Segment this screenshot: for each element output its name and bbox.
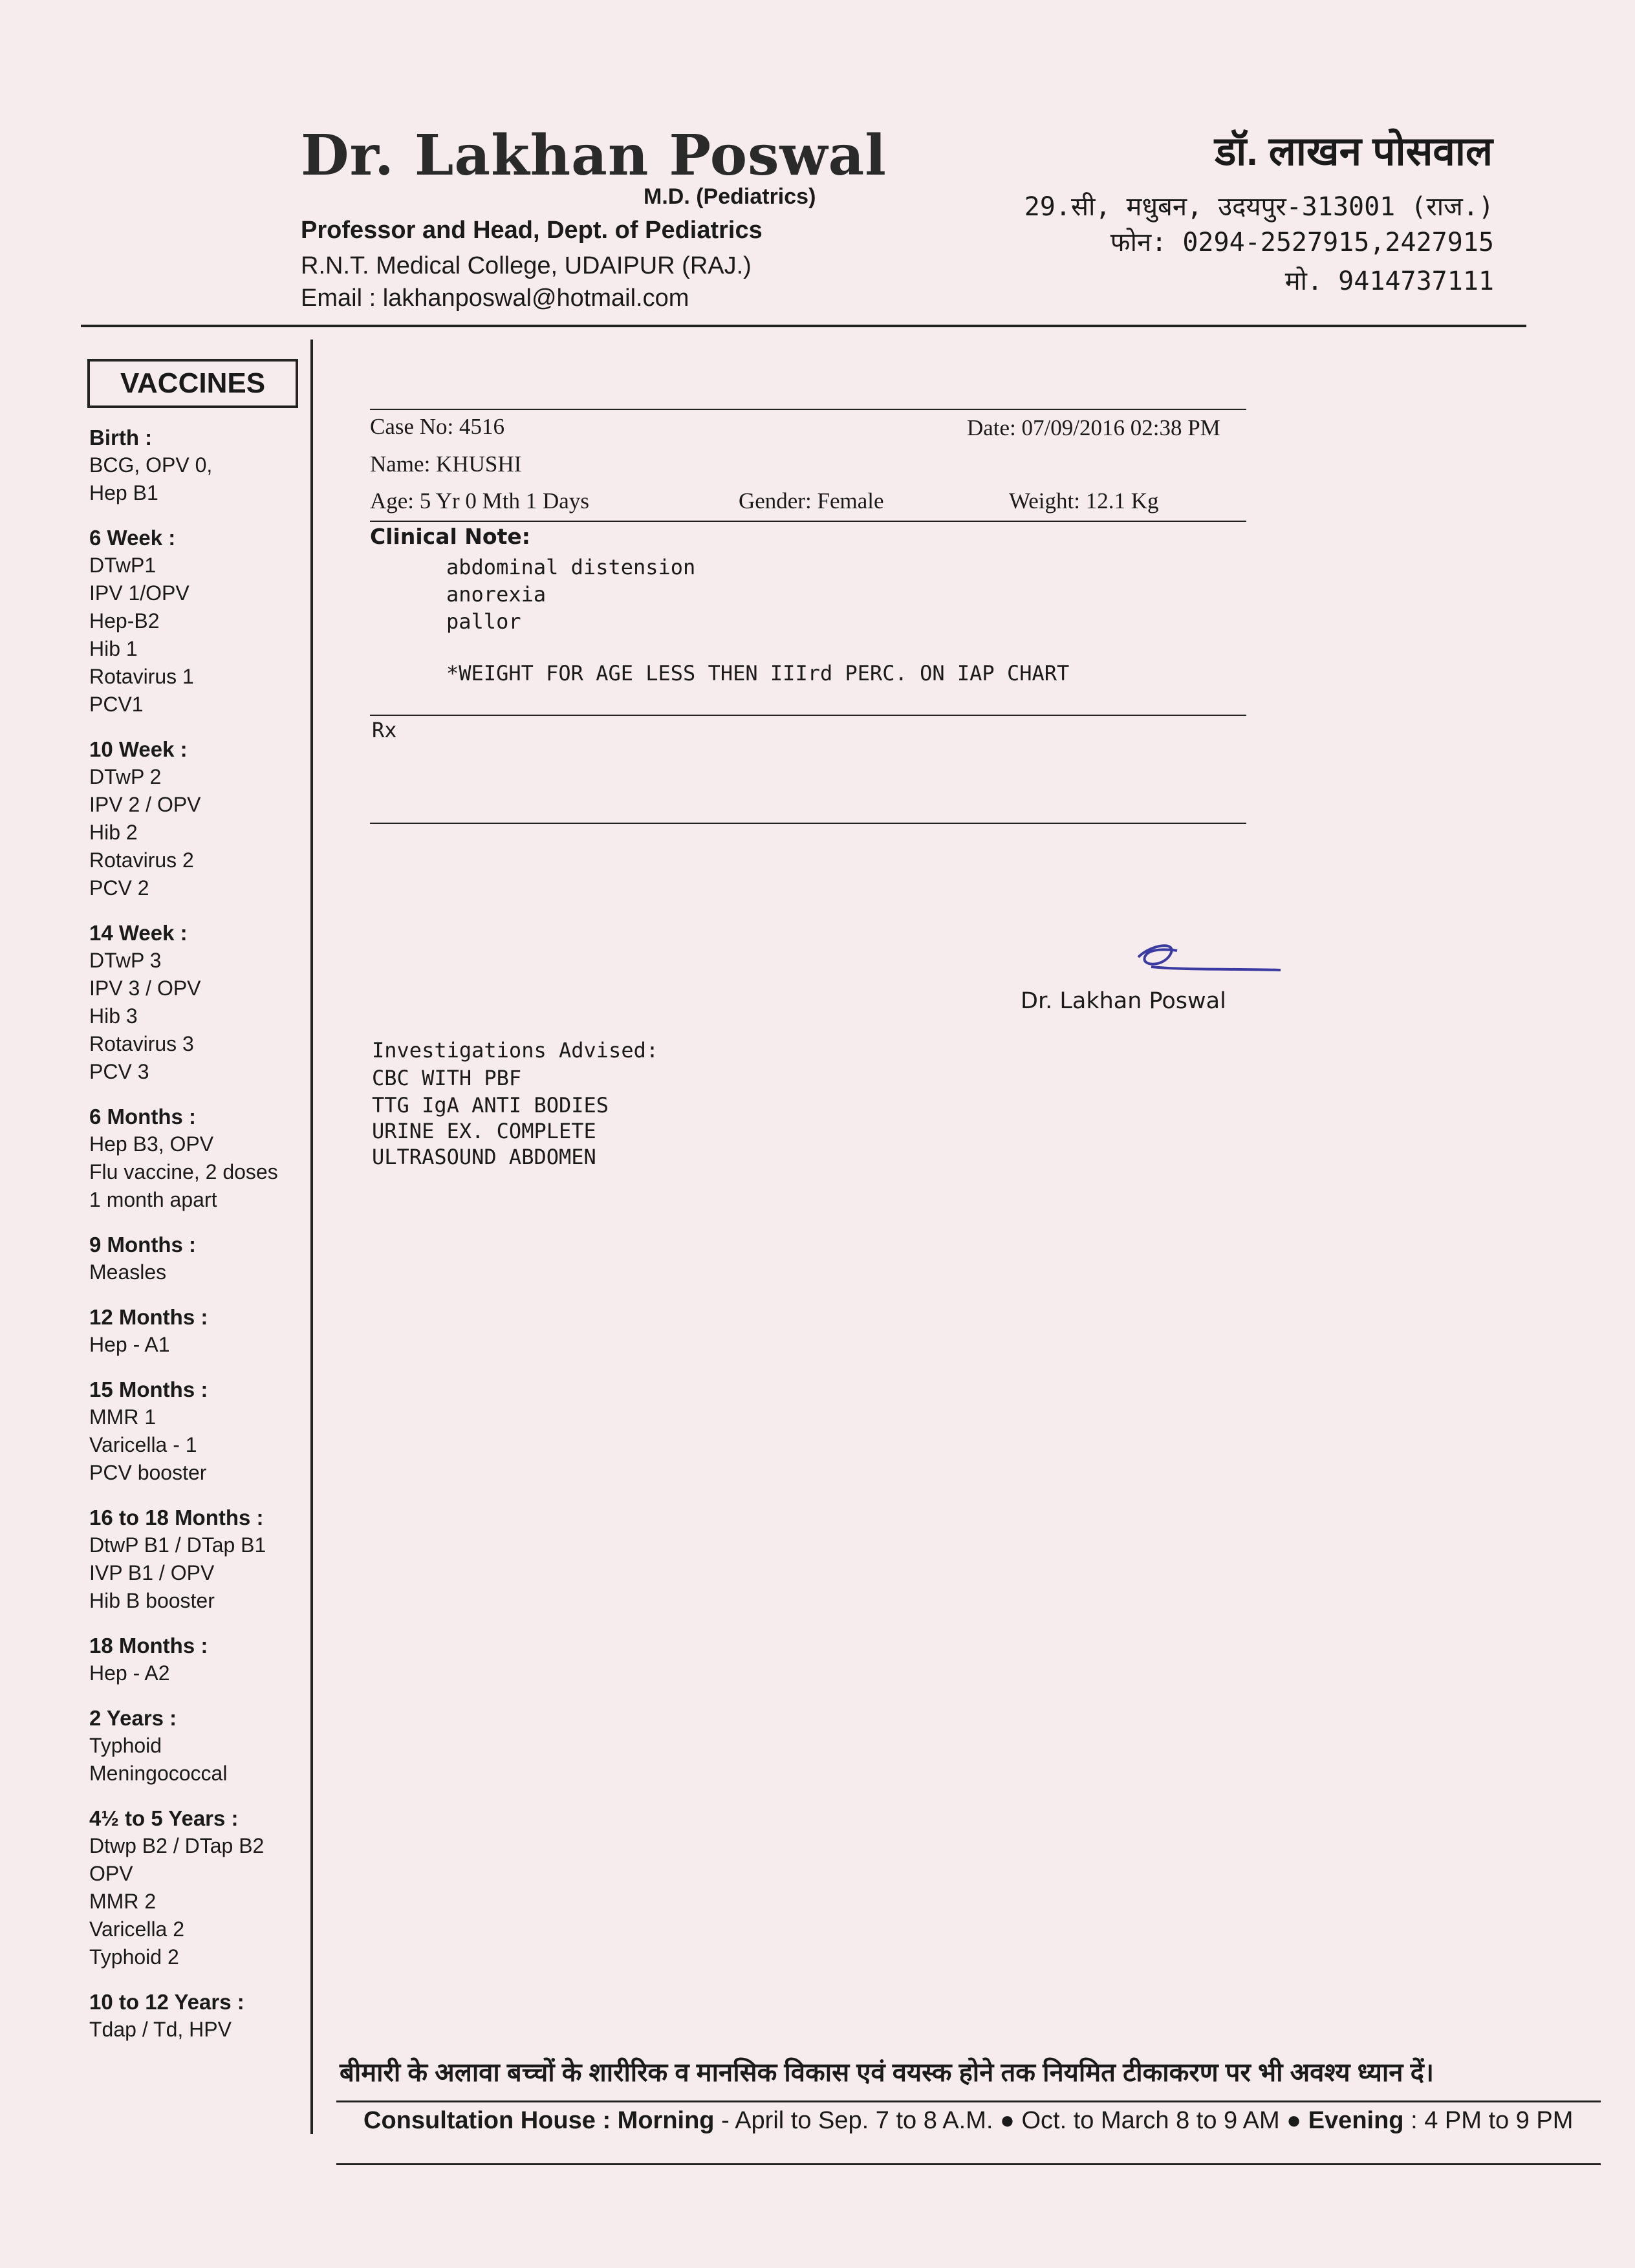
hindi-mobile: मो. 9414737111 bbox=[1284, 266, 1494, 296]
vaccine-item: Typhoid 2 bbox=[89, 1945, 179, 1969]
signature-name: Dr. Lakhan Poswal bbox=[1021, 988, 1226, 1014]
vaccine-group-heading: 14 Week : bbox=[89, 921, 188, 945]
signature-scribble bbox=[1125, 931, 1287, 989]
vaccine-item: IVP B1 / OPV bbox=[89, 1561, 215, 1584]
consultation-label: Consultation House : bbox=[363, 2107, 611, 2134]
vaccine-item: 1 month apart bbox=[89, 1188, 217, 1211]
vaccine-group-heading: 6 Week : bbox=[89, 526, 176, 550]
vaccine-item: Hib 3 bbox=[89, 1004, 138, 1028]
hindi-phone: फोन: 0294-2527915,2427915 bbox=[1110, 228, 1494, 257]
left-column-rule bbox=[310, 340, 313, 2134]
vaccines-title: VACCINES bbox=[87, 359, 298, 408]
vaccine-group bbox=[89, 1231, 303, 1286]
vaccine-group-heading: 4½ to 5 Years : bbox=[89, 1806, 239, 1830]
vaccine-item: PCV booster bbox=[89, 1461, 207, 1484]
vaccine-item: IPV 1/OPV bbox=[89, 581, 189, 605]
doctor-degree: M.D. (Pediatrics) bbox=[644, 184, 816, 209]
vaccine-schedule bbox=[89, 424, 303, 2060]
vaccine-item: Rotavirus 3 bbox=[89, 1032, 194, 1055]
vaccine-item: IPV 2 / OPV bbox=[89, 793, 201, 816]
patient-top-rule bbox=[370, 409, 1246, 410]
morning-hours: - April to Sep. 7 to 8 A.M. ● Oct. to March 8 to 9 AM ● bbox=[714, 2107, 1308, 2134]
vaccine-item: DTwP 3 bbox=[89, 949, 162, 972]
header-rule bbox=[81, 325, 1526, 327]
vaccine-group-heading: 2 Years : bbox=[89, 1706, 177, 1730]
vaccine-item: MMR 1 bbox=[89, 1405, 157, 1429]
morning-label: Morning bbox=[617, 2107, 715, 2134]
patient-weight: Weight: 12.1 Kg bbox=[1009, 488, 1159, 513]
vaccine-group bbox=[89, 1804, 303, 1971]
vaccine-item: Varicella - 1 bbox=[89, 1433, 197, 1456]
vaccine-item: Rotavirus 1 bbox=[89, 665, 194, 688]
hindi-address: 29.सी, मधुबन, उदयपुर-313001 (राज.) bbox=[1024, 192, 1494, 222]
footer-hindi-note: बीमारी के अलावा बच्चों के शारीरिक व मानसिक विकास एवं वयस्क होने तक नियमित टीकाकरण पर भी अवश्य ध्यान दें। bbox=[340, 2058, 1434, 2087]
patient-gender: Gender: Female bbox=[739, 488, 884, 513]
vaccine-group-heading: 9 Months : bbox=[89, 1233, 196, 1257]
hindi-doctor-name: डॉ. लाखन पोसवाल bbox=[1215, 129, 1493, 174]
investigations-label: Investigations Advised: bbox=[372, 1038, 659, 1063]
consultation-hours bbox=[363, 2107, 1573, 2135]
vaccine-item: Flu vaccine, 2 doses bbox=[89, 1160, 278, 1183]
investigation-item: URINE EX. COMPLETE bbox=[372, 1119, 596, 1143]
vaccine-item: Hep - A1 bbox=[89, 1333, 170, 1356]
vaccine-group-heading: 18 Months : bbox=[89, 1634, 208, 1658]
vaccine-group bbox=[89, 735, 303, 902]
investigation-item: CBC WITH PBF bbox=[372, 1066, 522, 1090]
investigation-item: ULTRASOUND ABDOMEN bbox=[372, 1145, 596, 1169]
vaccine-item: Hib 1 bbox=[89, 637, 138, 660]
rx-bottom-rule bbox=[370, 823, 1246, 824]
vaccine-item: DtwP B1 / DTap B1 bbox=[89, 1533, 266, 1557]
vaccine-item: Hep B1 bbox=[89, 481, 158, 504]
vaccine-item: PCV1 bbox=[89, 693, 144, 716]
clinical-note-item: pallor bbox=[446, 609, 521, 634]
investigation-item: TTG IgA ANTI BODIES bbox=[372, 1093, 609, 1118]
vaccine-item: Measles bbox=[89, 1260, 167, 1284]
vaccine-group bbox=[89, 919, 303, 1086]
vaccine-item: Tdap / Td, HPV bbox=[89, 2018, 232, 2041]
rx-label: Rx bbox=[372, 718, 397, 742]
vaccine-group-heading: 6 Months : bbox=[89, 1105, 196, 1129]
rx-top-rule bbox=[370, 715, 1246, 716]
vaccine-group bbox=[89, 1704, 303, 1787]
vaccine-item: DTwP 2 bbox=[89, 765, 162, 788]
vaccine-item: Rotavirus 2 bbox=[89, 848, 194, 872]
clinical-note-item: abdominal distension bbox=[446, 555, 696, 579]
vaccine-item: Hep-B2 bbox=[89, 609, 160, 632]
vaccine-item: Meningococcal bbox=[89, 1762, 228, 1785]
evening-label: Evening bbox=[1308, 2107, 1404, 2134]
evening-hours: : 4 PM to 9 PM bbox=[1403, 2107, 1574, 2134]
clinical-note-item: anorexia bbox=[446, 582, 547, 607]
vaccine-group bbox=[89, 1632, 303, 1687]
vaccine-group-heading: 10 Week : bbox=[89, 737, 188, 761]
patient-name: Name: KHUSHI bbox=[370, 451, 522, 477]
vaccine-group-heading: 15 Months : bbox=[89, 1377, 208, 1401]
visit-date: Date: 07/09/2016 02:38 PM bbox=[967, 415, 1220, 440]
vaccine-group bbox=[89, 424, 303, 507]
vaccine-group bbox=[89, 1504, 303, 1615]
patient-age: Age: 5 Yr 0 Mth 1 Days bbox=[370, 488, 589, 513]
vaccine-item: Hep B3, OPV bbox=[89, 1132, 214, 1156]
vaccine-item: Hep - A2 bbox=[89, 1661, 170, 1685]
vaccine-item: Hib B booster bbox=[89, 1589, 215, 1612]
vaccine-group bbox=[89, 524, 303, 718]
vaccine-group-heading: 16 to 18 Months : bbox=[89, 1506, 264, 1529]
vaccine-group bbox=[89, 1376, 303, 1487]
vaccine-item: Dtwp B2 / DTap B2 bbox=[89, 1834, 265, 1857]
doctor-name: Dr. Lakhan Poswal bbox=[301, 123, 887, 188]
vaccine-item: DTwP1 bbox=[89, 554, 157, 577]
vaccine-item: IPV 3 / OPV bbox=[89, 977, 201, 1000]
patient-bottom-rule bbox=[370, 521, 1246, 522]
vaccine-group bbox=[89, 1303, 303, 1359]
vaccine-group-heading: 12 Months : bbox=[89, 1305, 208, 1329]
vaccine-item: Varicella 2 bbox=[89, 1917, 185, 1941]
footer-bottom-rule bbox=[336, 2163, 1601, 2165]
vaccine-item: Typhoid bbox=[89, 1734, 162, 1757]
vaccine-group-heading: 10 to 12 Years : bbox=[89, 1990, 244, 2014]
college-name: R.N.T. Medical College, UDAIPUR (RAJ.) bbox=[301, 252, 752, 279]
clinical-remark: *WEIGHT FOR AGE LESS THEN IIIrd PERC. ON IAP CHART bbox=[446, 661, 1070, 686]
doctor-email: Email : lakhanposwal@hotmail.com bbox=[301, 285, 689, 312]
vaccine-item: OPV bbox=[89, 1862, 133, 1885]
vaccine-group-heading: Birth : bbox=[89, 426, 153, 449]
vaccine-item: Hib 2 bbox=[89, 821, 138, 844]
vaccine-item: BCG, OPV 0, bbox=[89, 453, 213, 477]
doctor-designation: Professor and Head, Dept. of Pediatrics bbox=[301, 217, 763, 244]
vaccine-item: PCV 3 bbox=[89, 1060, 149, 1083]
clinical-note-label: Clinical Note: bbox=[370, 524, 530, 549]
vaccine-item: MMR 2 bbox=[89, 1890, 157, 1913]
case-number: Case No: 4516 bbox=[370, 414, 505, 439]
vaccine-group bbox=[89, 1103, 303, 1214]
footer-top-rule bbox=[336, 2101, 1601, 2102]
vaccine-group bbox=[89, 1988, 303, 2044]
vaccine-item: PCV 2 bbox=[89, 876, 149, 900]
